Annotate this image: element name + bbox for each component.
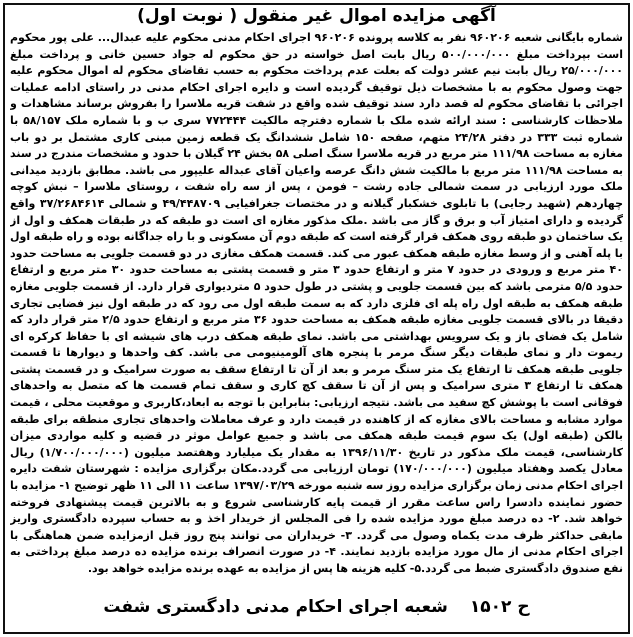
announcement-body: شماره بایگانی شعبه ۹۶۰۲۰۶ نفر به کلاسه پرونده ۹۶۰۲۰۶ اجرای احکام مدنی محکوم علیه عبدال... علی پور محکوم است بپرداخت مبلغ ۵۰۰/۰۰۰/۰۰۰ ریال بابت اصل خواسته در حق محکوم له جواد حسین خانی و پرداخت مبلغ ۲۵/۰۰۰/۰۰۰ ریال بابت نیم عشر دولت که بعلت عدم پرداخت محکوم به حسب تقاضای محکوم له اموال محکوم علیه جهت وصول محکوم به با مشخصات ذیل توقیف گردیده است و دایره اجرای احکام مدنی در راستای ادامه عملیات اجرائی با تقاضای محکوم له قصد دارد سند توقیف شده واقع در شفت قریه ملاسرا را بفروش برساند مشاهدات و ملاحظات کارشناسی : سند ارائه شده ملک با شماره دفترچه مالکیت ۷۷۲۴۴۴ سری ب و با شماره ملک ۵۸/۱۵۷ با شماره ثبت ۳۳۳ در دفتر ۲۴/۲۸ متهم، صفحه ۱۵۰ شامل ششدانگ یک قطعه زمین مبنی کاری مشتمل بر دو باب مغازه به مساحت ۱۱۱/۹۸ متر مربع در قریه ملاسرا سنگ اصلی ۵۸ بخش ۲۴ گیلان با حدود و مشخصات مندرج در سند به مساحت ۱۱۱/۹۸ متر مربع با مالکیت شش دانگ عرصه واعیان آقای عبداله علیپور می باشد. مطابق بازدید میدانی ملک مورد ارزیابی در سمت شمالی جاده رشت – فومن ، پس از سه راه شفت ، روستای ملاسرا – نبش کوچه چهاردهم (شهید رجایی) با تابلوی خشکبار گیلانه و در مختصات جغرافیایی ۴۹/۴۴۸۷۰۹ و شمالی ۳۷/۲۶۸۴۶۱۴ واقع گردیده و دارای امتیاز آب و برق و گاز می باشد .ملک مذکور مغازه ای است دو طبقه که در طبقات همکف و اول از یک ساختمان دو طبقه روی همکف قرار گرفته است که طبقه دوم آن مسکونی و با راه جداگانه بوده و راه طبقه اول با پله آهنی و از وسط مغازه طبقه همکف عبور می کند. قسمت همکف مغازی در دو قسمت جلویی به مساحت حدود ۴۰ متر مربع و ورودی در حدود ۷ متر و ارتفاع حدود ۳ متر و قسمت پشتی به مساحت حدود ۳۰ متر مربع و ارتفاع حدود ۵/۵ مترمی باشد که بین قسمت جلویی و پشتی در طول حدود ۵ مترديواری قرار دارد. از قسمت جلویی مغازه طبقه همکف به طبقه اول راه پله ای فلزی دارد که به سمت طبقه اول می رود که در طبقه اول نیز فضایی تجاری دقیقا در بالای قسمت جلویی مغازه طبقه همکف به مساحت حدود ۳۶ متر مربع و ارتفاع حدود ۲/۵ متر قرار دارد که شامل یک فضای باز و یک سرویس بهداشتی می باشد. نمای طبقه همکف درب های شیشه ای با حفاظ کرکره ای ریموت دار و نمای طبقات دیگر سنگ مرمر با پنجره های آلومینیومی می باشد. کف واحدها و دیوارها تا قسمت جلویی طبقه همکف تا ارتفاع یک متر سنگ مرمر و بعد از آن تا ارتفاع سقف به صورت سرامیک و در قسمت پشتی همکف تا ارتفاع ۳ متری سرامیک و پس از آن تا سقف کچ کاری و سقف تمام قسمت ها که متصل به واحدهای فوقانی است با پوشش کچ سفید می باشد. نتیجه ارزیابی: بنابراین با توجه به ابعاد،کاربری و موقعیت محلی ، قیمت موارد مشابه و مساحت بالای مغازه که از کاهنده در قیمت دارد و عرف معاملات واحدهای تجاری منطقه برای طبقه بالکن (طبقه اول) یک سوم قیمت طبقه همکف می باشد و جمیع عوامل موثر در قضیه و کلیه مواردی میزان کارشناسی، قیمت ملک مذکور در تاریخ ۱۳۹۶/۱۱/۳۰ به مقدار یک میلیارد وهفتصد میلیون (۱/۷۰۰/۰۰۰/۰۰۰) ریال معادل یکصد وهفتاد میلیون (۱۷۰/۰۰۰/۰۰۰) تومان ارزیابی می گردد.مکان برگزاری مزایده : شهرستان شفت دایره اجرای احکام مدنی زمان برگزاری مزایده روز سه شنبه مورخه ۱۳۹۷/۰۳/۲۹ ساعت ۱۱ الی ۱۱ ظهر توضیح ۱- مزایده با حضور نماینده دادسرا راس ساعت مقرر از قیمت پایه کارشناسی شروع و به بالاترین قیمت پیشنهادی فروخته خواهد شد. ۲- ده درصد مبلغ مورد مزایده شده را فی المجلس از خریدار اخذ و به حساب سپرده دادگستری واریز مابقی حداکثر ظرف مدت یکماه وصول می گردد. ۳- خریداران می توانند پنج روز قبل ازمزایده ضمن هماهنگی با اجرای احکام مدنی از مال مورد مزایده بازدید نمایند. ۴- در صورت انصراف برنده مزایده ده درصد مبلغ پرداختی به نفع صندوق دادگستری ضبط می گردد.۵- کلیه هزینه ها پس از مزایده به عهده برنده مزایده خواهد بود.: [10, 31, 623, 575]
issuer-name: شعبه اجرای احکام مدنی دادگستری شفت: [103, 597, 448, 617]
reference-code: ح ۱۵۰۲: [469, 597, 530, 617]
page-title: آگهی مزایده اموال غیر منقول ( نوبت اول): [137, 6, 496, 26]
signature-line: [40, 590, 593, 624]
